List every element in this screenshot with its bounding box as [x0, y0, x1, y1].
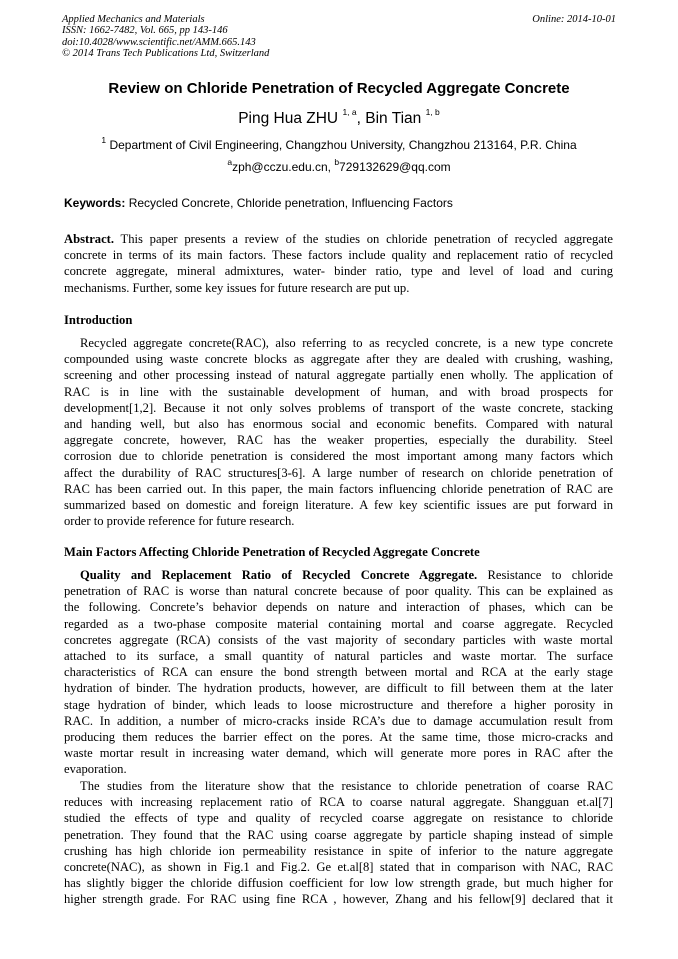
main-factors-paragraph-2 [64, 778, 613, 908]
journal-name: Applied Mechanics and Materials [62, 14, 205, 25]
online-date: Online: 2014-10-01 [532, 14, 616, 25]
abstract-line: concrete in terms of its main factors. These factors include quality and replacement ratio of recycled [64, 248, 613, 263]
paragraph-line: Recycled aggregate concrete(RAC), also referring to as recycled concrete, is a new type concrete [80, 336, 613, 350]
paragraph-line: waste mortar result in increasing water demand, which will generate more pores in RAC after the [64, 746, 613, 761]
author-2-sup: 1, b [425, 107, 440, 117]
paragraph-line: crushing has high chloride ion permeability resistance in spite of inferior to the nature aggregate [64, 843, 613, 858]
subsection-heading: Quality and Replacement Ratio of Recycled Concrete Aggregate. [80, 568, 478, 582]
paragraph-line: producing them reduces the barrier effect on the pores. At the same time, those micro-cracks and [64, 729, 613, 744]
keywords [64, 196, 453, 210]
abstract [64, 231, 613, 296]
author-1: Ping Hua ZHU [238, 110, 339, 127]
paragraph-line: penetration of RAC is worse than natural concrete because of poor quality. This can be explained as [64, 584, 613, 599]
main-factors-paragraph-1 [64, 567, 613, 777]
email-b-sup: b [334, 157, 340, 167]
paragraph-line: order to provide reference for future research. [64, 514, 295, 529]
paragraph-line: penetration. They found that the RAC using coarse aggregate by particle shaping instead of simple [64, 827, 613, 842]
paragraph-line: has slightly bigger the chloride diffusion coefficient for low low strength grade, but much higher for [64, 876, 613, 891]
paragraph-line: development[1,2]. Because it not only solves problems of transport of the waste concrete, stacking [64, 400, 613, 415]
paper-title: Review on Chloride Penetration of Recycled Aggregate Concrete [108, 80, 570, 97]
emails-line [0, 157, 678, 174]
paragraph-line: hydration of binder. The hydration products, however, are difficult to fill between them at the later [64, 681, 613, 696]
author-2: Bin Tian [365, 110, 422, 127]
abstract-label: Abstract. [64, 232, 115, 246]
paragraph-line: and handing well, but also has enormous social and economic benefits. Compared with natural [64, 416, 613, 431]
introduction-paragraph [64, 335, 613, 529]
paragraph-line: reduces with increasing replacement ratio of RCA to coarse natural aggregate. Shangguan et.al[7] [64, 795, 613, 810]
paragraph-line: The studies from the literature show that the resistance to chloride penetration of coarse RAC [80, 779, 613, 793]
paragraph-line: higher strength grade. For RAC using fine RCA , however, Zhang and his fellow[9] declared that it [64, 892, 613, 907]
paragraph-line: studied the effects of type and quality of recycled coarse aggregate on resistance to chloride [64, 811, 613, 826]
email-a: zph@cczu.edu.cn, [232, 160, 335, 174]
author-separator: , [356, 110, 366, 127]
paragraph-line: compounded using waste concrete blocks as aggregate after they are dealed with crushing, washing, [64, 352, 613, 367]
paragraph-line: RAC is in line with the sustainable development of human, and with broad prospects for [64, 384, 613, 399]
affiliation [0, 135, 678, 152]
paragraph-line: concretes aggregate (RCA) consists of the vast majority of secondary particles with waste mortal [64, 632, 613, 647]
paragraph-line: Quality and Replacement Ratio of Recycled Concrete Aggregate. Resistance to chloride [80, 568, 613, 582]
paragraph-line: corrosion due to chloride penetration is considered the most important among many factors which [64, 449, 613, 464]
paragraph-line: screening and other processing instead of natural aggregate partially enen wholly. The application of [64, 368, 613, 383]
paragraph-line: regarded as a two-phase composite material containing mortal and coarse aggregate. Recycled [64, 616, 613, 631]
abstract-line: Abstract. This paper presents a review of the studies on chloride penetration of recycled aggregate [64, 232, 613, 246]
affiliation-text: Department of Civil Engineering, Changzhou University, Changzhou 213164, P.R. China [109, 138, 577, 152]
copyright-line: © 2014 Trans Tech Publications Ltd, Switzerland [62, 48, 270, 60]
paragraph-line: aggregate concrete, however, RAC has the weaker properties, especially the durability. Steel [64, 433, 613, 448]
paragraph-line: concrete(NAC), as shown in Fig.1 and Fig.2. Ge et.al[8] stated that in comparison with NAC, RAC [64, 859, 613, 874]
authors-line [0, 107, 678, 128]
email-a-sup: a [227, 157, 233, 167]
paragraph-line: summarized based on domestic and foreign literature. A few key scientific issues are put forward in [64, 497, 613, 512]
doi-line: doi:10.4028/www.scientific.net/AMM.665.143 [62, 36, 256, 48]
email-b: 729132629@qq.com [339, 160, 451, 174]
paragraph-line: characteristics of RCA can ensure the bond strength between mortal and RCA at the early stage [64, 665, 613, 680]
abstract-line: concrete aggregate, mineral admixtures, water- binder ratio, type and level of load and curing [64, 264, 613, 279]
introduction-heading: Introduction [64, 313, 133, 327]
paragraph-line: affect the durability of RAC structures[3-6]. A large number of research on chloride penetration of [64, 465, 613, 480]
issn-line: ISSN: 1662-7482, Vol. 665, pp 143-146 [62, 25, 228, 37]
journal-header [62, 14, 269, 60]
paragraph-line: stage hydration of binder, which leads to loose microstructure and therefore a higher porosity in [64, 697, 613, 712]
author-1-sup: 1, a [342, 107, 357, 117]
paragraph-line: evaporation. [64, 762, 127, 777]
keywords-label: Keywords: [64, 196, 126, 210]
abstract-line: mechanisms. Further, some key issues for future research are put up. [64, 280, 410, 295]
paragraph-line: attached to its surface, a small quantity of natural particles and waste mortar. The surface [64, 648, 613, 663]
paragraph-line: RAC has been carried out. In this paper, the main factors influencing chloride penetration of RAC are [64, 481, 613, 496]
paragraph-line: RAC. In addition, a number of micro-cracks inside RCA’s due to damage accumulation result from [64, 713, 613, 728]
main-factors-heading: Main Factors Affecting Chloride Penetration of Recycled Aggregate Concrete [64, 545, 480, 559]
paragraph-line: the following. Concrete’s behavior depends on nature and interaction of phases, which can be [64, 600, 613, 615]
affiliation-sup: 1 [101, 135, 107, 145]
keywords-text: Recycled Concrete, Chloride penetration, Influencing Factors [125, 196, 453, 210]
